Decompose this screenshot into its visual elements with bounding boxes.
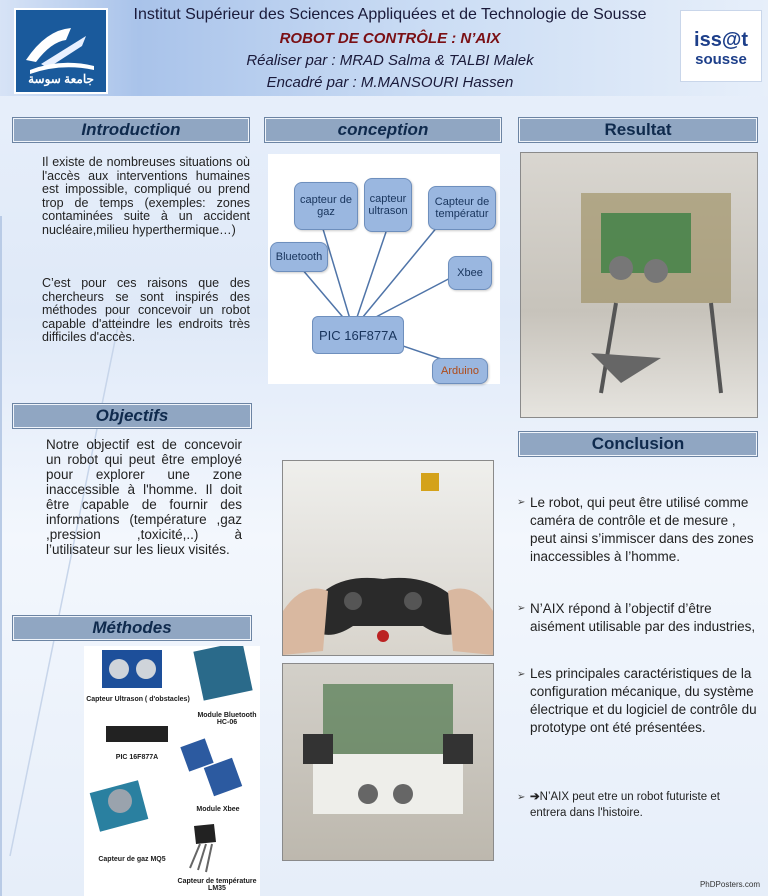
robot-build-photo bbox=[282, 663, 494, 861]
node-ultrasonic: capteur ultrason bbox=[364, 178, 412, 232]
conclusion-item-2: N’AIX répond à l’objectif d’être aisément utilisable par des industries, bbox=[530, 601, 756, 634]
conclusion-item-4 bbox=[530, 789, 758, 821]
project-title: ROBOT DE CONTRÔLE : N’AIX bbox=[279, 30, 501, 47]
issat-logo-top: iss@t bbox=[694, 29, 748, 51]
institute-name: Institut Supérieur des Sciences Appliquées et de Technologie de Sousse bbox=[133, 6, 647, 23]
node-bluetooth: Bluetooth bbox=[270, 242, 328, 272]
label-temperature-sensor: Capteur de température LM35 bbox=[177, 878, 257, 892]
supervisor-line: Encadré par : M.MANSOURI Hassen bbox=[266, 74, 514, 91]
robot-board-illustration bbox=[283, 664, 493, 860]
section-resultat: Resultat bbox=[518, 117, 758, 143]
label-gas-sensor: Capteur de gaz MQ5 bbox=[98, 856, 166, 863]
arrow-bullet-icon: ➢ bbox=[517, 603, 526, 614]
label-ultrasonic: Capteur Ultrason ( d'obstacles) bbox=[86, 696, 190, 703]
label-xbee: Module Xbee bbox=[196, 806, 240, 813]
conclusion-item-4-text: N’AIX peut etre un robot futuriste et entrera dans l'histoire. bbox=[530, 791, 720, 819]
introduction-p1: Il existe de nombreuses situations où l'accès aux interventions humaines est impossible, compliqué ou prend trop de temps (exemples: zones contaminées suite à un accident nucléaire,milieu hyperthermique…) bbox=[42, 155, 250, 237]
issat-logo bbox=[680, 10, 762, 82]
label-pic: PIC 16F877A bbox=[115, 754, 159, 761]
node-arduino: Arduino bbox=[432, 358, 488, 384]
section-conception: conception bbox=[264, 117, 502, 143]
university-logo bbox=[14, 8, 108, 94]
robot-result-photo bbox=[520, 152, 758, 418]
section-objectifs: Objectifs bbox=[12, 403, 252, 429]
node-xbee: Xbee bbox=[448, 256, 492, 290]
arrow-bullet-icon: ➢ bbox=[517, 792, 526, 803]
label-bluetooth: Module Bluetooth HC-06 bbox=[197, 712, 257, 726]
conception-diagram bbox=[268, 154, 500, 384]
components-panel bbox=[84, 646, 260, 896]
footer-watermark: PhDPosters.com bbox=[699, 880, 760, 889]
arrow-bullet-icon: ➢ bbox=[517, 669, 526, 680]
university-logo-text: جامعة سوسة bbox=[28, 72, 94, 86]
robot-photo-illustration bbox=[521, 153, 757, 417]
objectifs-text: Notre objectif est de concevoir un robot qui peut être employé pour explorer une zone inaccessible à l'homme. Il doit être capable de fournir des informations (température ,gaz ,pression ,toxicité,..) à l’utilisateur sur les lieux visités. bbox=[46, 437, 242, 557]
section-introduction: Introduction bbox=[12, 117, 250, 143]
section-conclusion: Conclusion bbox=[518, 431, 758, 457]
gamepad-illustration bbox=[283, 461, 493, 655]
introduction-p2: C’est pour ces raisons que des chercheurs se sont inspirés des méthodes pour concevoir un robot capable d'atteindre les endroits très difficiles d'accès. bbox=[42, 276, 250, 344]
controller-photo bbox=[282, 460, 494, 656]
node-gas-sensor: capteur de gaz bbox=[294, 182, 358, 230]
right-arrow-icon: ➔ bbox=[530, 791, 540, 803]
section-methodes: Méthodes bbox=[12, 615, 252, 641]
node-pic-center: PIC 16F877A bbox=[312, 316, 404, 354]
conclusion-item-1: Le robot, qui peut être utilisé comme caméra de contrôle et de mesure , peut ainsi s’immiscer dans des zones inaccessibles à l’homme. bbox=[530, 495, 754, 564]
node-temperature: Capteur de températur bbox=[428, 186, 496, 230]
conclusion-item-3: Les principales caractéristiques de la configuration mécanique, du système électrique et du logiciel de contrôle du prototype ont été présentées. bbox=[530, 666, 757, 735]
issat-logo-bottom: sousse bbox=[695, 51, 747, 68]
arrow-bullet-icon: ➢ bbox=[517, 497, 526, 508]
authors-line: Réaliser par : MRAD Salma & TALBI Malek bbox=[246, 52, 534, 69]
